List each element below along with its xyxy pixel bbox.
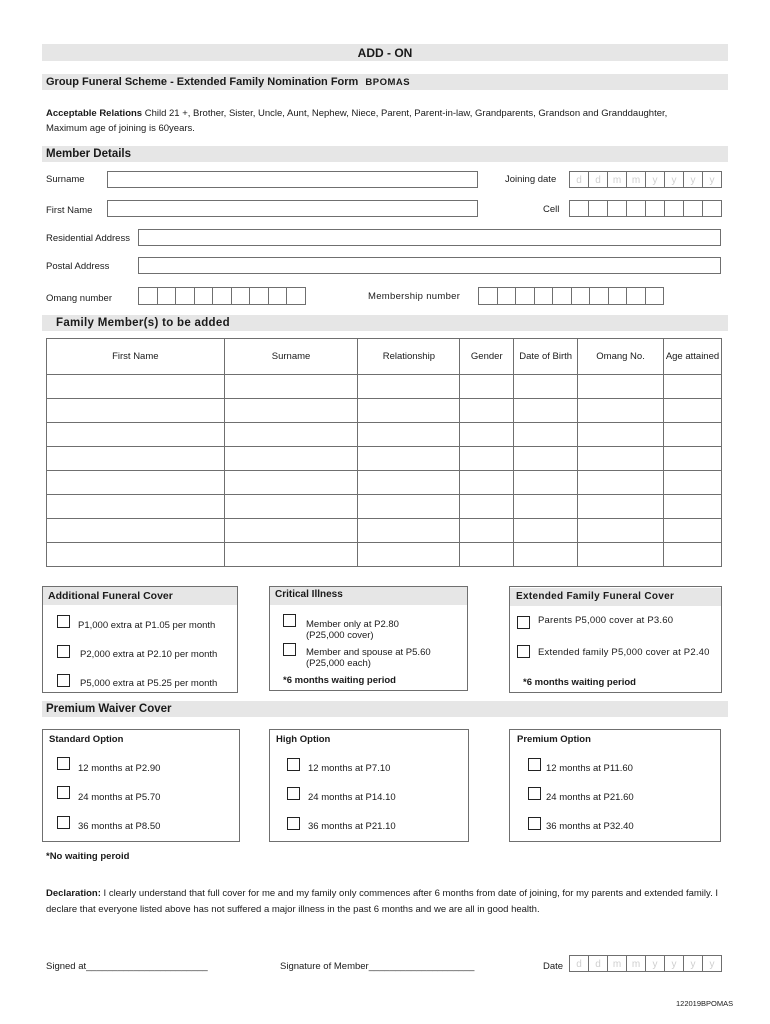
family-members-title: Family Member(s) to be added: [56, 317, 230, 329]
critical-illness-spouse-option: Member and spouse at P5.60 (P25,000 each): [306, 647, 431, 669]
table-cell[interactable]: [460, 495, 514, 519]
table-cell[interactable]: [514, 447, 578, 471]
residential-address-field[interactable]: [138, 229, 721, 246]
critical-illness-waiting-note: *6 months waiting period: [283, 675, 396, 686]
omang-number-label: Omang number: [46, 293, 113, 304]
table-row: [47, 447, 722, 471]
table-cell[interactable]: [224, 495, 358, 519]
column-header: Omang No.: [578, 339, 664, 375]
extended-parents-checkbox[interactable]: [517, 616, 530, 629]
column-header: Date of Birth: [514, 339, 578, 375]
date-cell[interactable]: y: [665, 956, 684, 971]
joining-date-label: Joining date: [505, 174, 557, 185]
member-details-title: Member Details: [46, 148, 132, 160]
table-cell[interactable]: [358, 423, 460, 447]
table-cell[interactable]: [578, 447, 664, 471]
date-cell[interactable]: y: [684, 172, 703, 187]
high-12-option: 12 months at P7.10: [308, 763, 391, 774]
table-cell[interactable]: [664, 519, 722, 543]
postal-address-field[interactable]: [138, 257, 721, 274]
standard-12-checkbox[interactable]: [57, 757, 70, 770]
declaration-text: I clearly understand that full cover for me and my family only commences after 6 months from date of joining, for my parents and extended family. I declare that everyone listed above has not suffered a major illness in the past 6 months and we are all in good health.: [46, 888, 718, 915]
additional-cover-option-2: P2,000 extra at P2.10 per month: [80, 649, 218, 660]
critical-illness-member-checkbox[interactable]: [283, 614, 296, 627]
column-header: Relationship: [358, 339, 460, 375]
table-cell[interactable]: [224, 519, 358, 543]
standard-24-checkbox[interactable]: [57, 786, 70, 799]
postal-address-label: Postal Address: [46, 261, 110, 272]
table-row: [47, 495, 722, 519]
premium-24-option: 24 months at P21.60: [546, 792, 634, 803]
date-cell[interactable]: y: [646, 956, 665, 971]
table-cell[interactable]: [514, 495, 578, 519]
table-cell[interactable]: [664, 543, 722, 567]
date-cell[interactable]: m: [627, 172, 646, 187]
table-cell[interactable]: [514, 375, 578, 399]
table-cell[interactable]: [358, 375, 460, 399]
date-cell[interactable]: d: [589, 956, 608, 971]
relations-list: Child 21 +, Brother, Sister, Uncle, Aunt, Nephew, Niece, Parent, Parent-in-law, Grandparents, Grandson and Granddaughter,: [142, 108, 668, 119]
column-header: Gender: [460, 339, 514, 375]
date-cell[interactable]: y: [665, 172, 684, 187]
table-cell[interactable]: [664, 423, 722, 447]
premium-12-checkbox[interactable]: [528, 758, 541, 771]
table-cell[interactable]: [358, 519, 460, 543]
date-cell[interactable]: y: [684, 956, 703, 971]
table-cell[interactable]: [47, 375, 225, 399]
high-24-option: 24 months at P14.10: [308, 792, 396, 803]
table-cell[interactable]: [578, 519, 664, 543]
table-header-row: [47, 339, 722, 375]
table-cell[interactable]: [514, 423, 578, 447]
premium-option-title: Premium Option: [517, 734, 591, 745]
table-cell[interactable]: [224, 399, 358, 423]
table-cell[interactable]: [664, 495, 722, 519]
table-cell[interactable]: [47, 399, 225, 423]
standard-36-option: 36 months at P8.50: [78, 821, 161, 832]
form-title-text: Group Funeral Scheme - Extended Family Nomination Form: [46, 76, 359, 88]
table-cell[interactable]: [47, 471, 225, 495]
signed-at-field[interactable]: Signed at_______________________: [46, 961, 208, 972]
brand-name: BPOMAS: [365, 77, 411, 88]
table-cell[interactable]: [358, 471, 460, 495]
cell-label: Cell: [543, 204, 560, 215]
date-cell[interactable]: d: [570, 172, 589, 187]
date-cell[interactable]: m: [627, 956, 646, 971]
extended-family-cover-title: Extended Family Funeral Cover: [510, 588, 721, 606]
extended-waiting-note: *6 months waiting period: [523, 677, 636, 688]
table-cell[interactable]: [47, 447, 225, 471]
date-cell[interactable]: y: [703, 956, 722, 971]
table-cell[interactable]: [358, 495, 460, 519]
premium-24-checkbox[interactable]: [528, 787, 541, 800]
additional-cover-option-3: P5,000 extra at P5.25 per month: [80, 678, 218, 689]
standard-option-title: Standard Option: [49, 734, 124, 745]
family-members-body: [47, 375, 722, 567]
table-cell[interactable]: [578, 471, 664, 495]
table-cell[interactable]: [460, 399, 514, 423]
first-name-field[interactable]: [107, 200, 478, 217]
date-cell[interactable]: m: [608, 956, 627, 971]
residential-address-label: Residential Address: [46, 233, 130, 244]
membership-number-field[interactable]: [478, 287, 664, 305]
form-title: [46, 76, 410, 88]
premium-12-option: 12 months at P11.60: [546, 763, 633, 774]
high-36-option: 36 months at P21.10: [308, 821, 396, 832]
table-cell[interactable]: [578, 543, 664, 567]
table-cell[interactable]: [460, 423, 514, 447]
table-row: [47, 471, 722, 495]
table-cell[interactable]: [358, 399, 460, 423]
date-cell[interactable]: m: [608, 172, 627, 187]
table-cell[interactable]: [460, 519, 514, 543]
critical-illness-spouse-checkbox[interactable]: [283, 643, 296, 656]
declaration-label: Declaration:: [46, 888, 101, 899]
relations-label: Acceptable Relations: [46, 108, 143, 119]
signature-date-field[interactable]: [569, 955, 722, 972]
date-cell[interactable]: d: [589, 172, 608, 187]
additional-cover-option-1-checkbox[interactable]: [57, 615, 70, 628]
table-cell[interactable]: [578, 495, 664, 519]
page-title: ADD - ON: [357, 46, 413, 60]
high-12-checkbox[interactable]: [287, 758, 300, 771]
additional-cover-option-1: P1,000 extra at P1.05 per month: [78, 620, 216, 631]
table-cell[interactable]: [460, 447, 514, 471]
date-label: Date: [543, 961, 564, 972]
declaration: [46, 886, 726, 918]
table-cell[interactable]: [664, 375, 722, 399]
table-cell[interactable]: [460, 375, 514, 399]
premium-36-option: 36 months at P32.40: [546, 821, 634, 832]
premium-36-checkbox[interactable]: [528, 817, 541, 830]
table-cell[interactable]: [224, 543, 358, 567]
surname-field[interactable]: [107, 171, 478, 188]
additional-funeral-cover-title: Additional Funeral Cover: [43, 587, 237, 605]
table-cell[interactable]: [47, 423, 225, 447]
table-cell[interactable]: [664, 399, 722, 423]
omang-number-field[interactable]: [138, 287, 306, 305]
table-cell[interactable]: [47, 519, 225, 543]
critical-illness-member-option: Member only at P2.80 (P25,000 cover): [306, 619, 399, 641]
table-cell[interactable]: [224, 423, 358, 447]
table-cell[interactable]: [224, 471, 358, 495]
signature-of-member-field[interactable]: Signature of Member____________________: [280, 961, 475, 972]
table-cell[interactable]: [514, 519, 578, 543]
date-cell[interactable]: y: [703, 172, 722, 187]
additional-cover-option-3-checkbox[interactable]: [57, 674, 70, 687]
extended-family-option: Extended family P5,000 cover at P2.40: [538, 647, 710, 658]
relations-text: [46, 106, 736, 136]
premium-waiver-title: Premium Waiver Cover: [46, 703, 172, 715]
table-cell[interactable]: [664, 447, 722, 471]
table-row: [47, 399, 722, 423]
joining-date-field[interactable]: [569, 171, 722, 188]
footer-code: 122019BPOMAS: [676, 999, 734, 1008]
standard-24-option: 24 months at P5.70: [78, 792, 161, 803]
table-cell[interactable]: [47, 543, 225, 567]
date-cell[interactable]: y: [646, 172, 665, 187]
table-cell[interactable]: [460, 471, 514, 495]
member-details-bar: [42, 146, 728, 162]
additional-cover-option-2-checkbox[interactable]: [57, 645, 70, 658]
membership-number-label: Membership number: [368, 291, 461, 302]
max-age-text: Maximum age of joining is 60years.: [46, 123, 195, 134]
table-cell[interactable]: [578, 375, 664, 399]
table-cell[interactable]: [224, 375, 358, 399]
table-row: [47, 423, 722, 447]
table-cell[interactable]: [47, 495, 225, 519]
table-cell[interactable]: [514, 471, 578, 495]
high-36-checkbox[interactable]: [287, 817, 300, 830]
table-cell[interactable]: [514, 543, 578, 567]
first-name-label: First Name: [46, 205, 93, 216]
table-row: [47, 543, 722, 567]
family-members-table: [46, 338, 722, 567]
additional-funeral-cover-panel: [42, 586, 238, 693]
date-cell[interactable]: d: [570, 956, 589, 971]
extended-parents-option: Parents P5,000 cover at P3.60: [538, 615, 674, 626]
column-header: Surname: [224, 339, 358, 375]
table-cell[interactable]: [224, 447, 358, 471]
critical-illness-title: Critical Illness: [270, 587, 467, 605]
standard-12-option: 12 months at P2.90: [78, 763, 161, 774]
surname-label: Surname: [46, 174, 85, 185]
table-cell[interactable]: [578, 399, 664, 423]
high-24-checkbox[interactable]: [287, 787, 300, 800]
table-cell[interactable]: [358, 543, 460, 567]
table-cell[interactable]: [460, 543, 514, 567]
no-waiting-note: *No waiting peroid: [46, 851, 130, 862]
table-cell[interactable]: [358, 447, 460, 471]
standard-36-checkbox[interactable]: [57, 816, 70, 829]
extended-family-checkbox[interactable]: [517, 645, 530, 658]
column-header: First Name: [47, 339, 225, 375]
cell-number-field[interactable]: [569, 200, 722, 217]
table-cell[interactable]: [514, 399, 578, 423]
high-option-title: High Option: [276, 734, 331, 745]
table-row: [47, 375, 722, 399]
table-cell[interactable]: [664, 471, 722, 495]
column-header: Age attained: [664, 339, 722, 375]
table-cell[interactable]: [578, 423, 664, 447]
table-row: [47, 519, 722, 543]
